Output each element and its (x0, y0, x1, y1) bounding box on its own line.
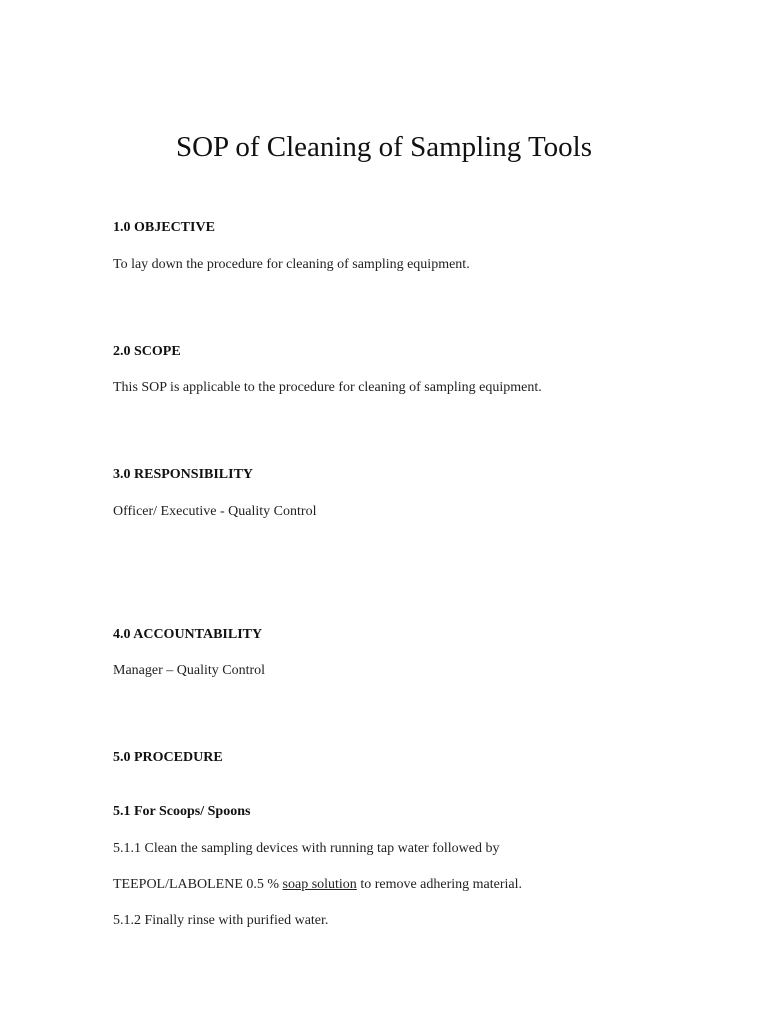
document-title: SOP of Cleaning of Sampling Tools (175, 131, 593, 163)
procedure-step-1-line-1: 5.1.1 Clean the sampling devices with running tap water followed by (113, 841, 500, 856)
scope-heading: 2.0 SCOPE (113, 344, 181, 359)
soap-solution-link[interactable]: soap solution (282, 877, 357, 892)
scope-text: This SOP is applicable to the procedure for cleaning of sampling equipment. (113, 380, 542, 395)
step-1-suffix: to remove adhering material. (356, 877, 523, 892)
responsibility-heading: 3.0 RESPONSIBILITY (113, 467, 254, 482)
objective-heading: 1.0 OBJECTIVE (113, 220, 215, 235)
objective-text: To lay down the procedure for cleaning of sampling equipment. (113, 257, 470, 272)
procedure-heading: 5.0 PROCEDURE (113, 750, 223, 765)
accountability-heading: 4.0 ACCOUNTABILITY (113, 627, 263, 642)
step-1-prefix: TEEPOL/LABOLENE 0.5 % (113, 877, 283, 892)
responsibility-text: Officer/ Executive - Quality Control (113, 504, 317, 519)
procedure-subheading: 5.1 For Scoops/ Spoons (113, 804, 251, 819)
procedure-step-1-line-2 (113, 876, 522, 894)
procedure-step-2: 5.1.2 Finally rinse with purified water. (113, 913, 329, 928)
accountability-text: Manager – Quality Control (113, 663, 266, 678)
